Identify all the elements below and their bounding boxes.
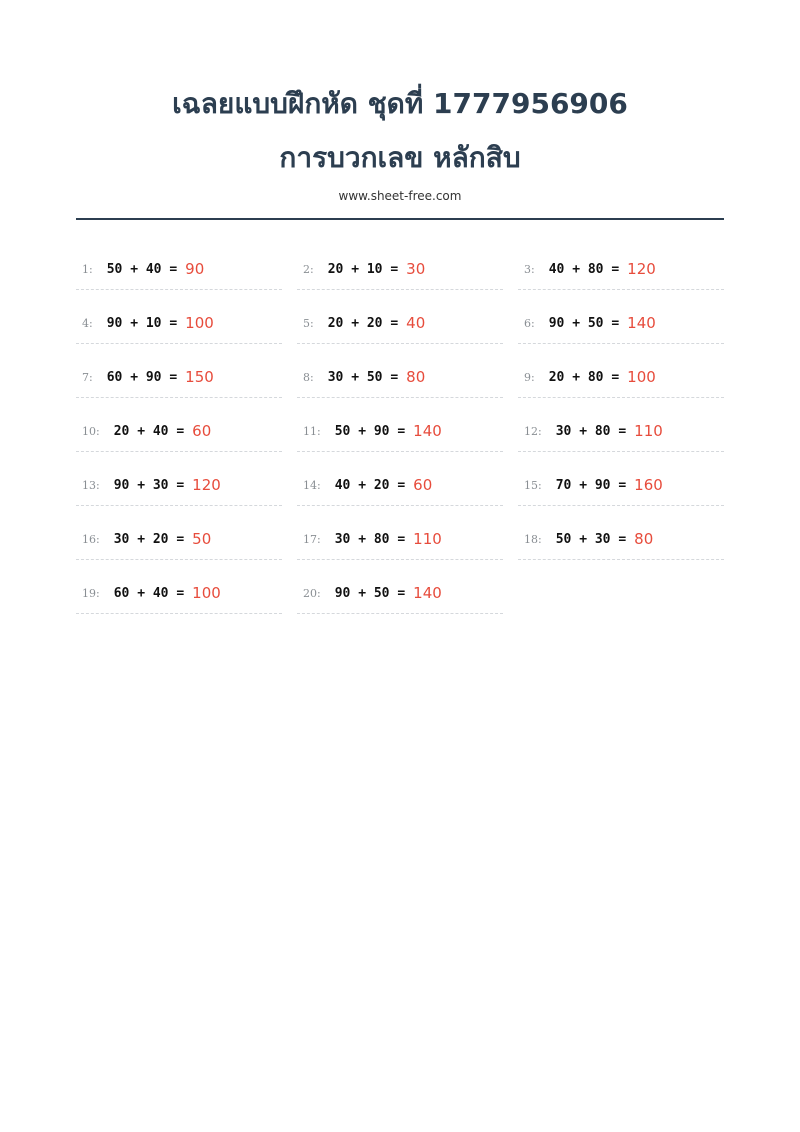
operand-a: 60 (113, 585, 130, 601)
problem-expression (549, 316, 619, 331)
problem-number: 17: (303, 532, 321, 546)
answer-value: 120 (627, 260, 656, 278)
operand-a: 40 (548, 261, 565, 277)
problem-item (297, 305, 503, 344)
equals-sign: = (176, 585, 185, 601)
operand-a: 30 (113, 531, 130, 547)
problem-number: 12: (524, 424, 542, 438)
equals-sign: = (169, 369, 178, 385)
operand-a: 20 (113, 423, 130, 439)
operator: + (358, 477, 367, 493)
operand-a: 50 (106, 261, 123, 277)
problem-item (297, 251, 503, 290)
equals-sign: = (390, 261, 399, 277)
operand-b: 90 (145, 369, 162, 385)
operand-a: 90 (113, 477, 130, 493)
problem-item (76, 251, 282, 290)
equals-sign: = (397, 531, 406, 547)
problem-number: 8: (303, 370, 314, 384)
problem-expression (114, 478, 184, 493)
operator: + (579, 477, 588, 493)
problem-item (76, 413, 282, 452)
answer-value: 60 (192, 422, 212, 440)
problem-expression (328, 370, 398, 385)
problem-item (297, 521, 503, 560)
answer-value: 140 (627, 314, 656, 332)
problem-item (297, 359, 503, 398)
answer-value: 140 (413, 584, 442, 602)
answer-value: 160 (634, 476, 663, 494)
operand-b: 10 (145, 315, 162, 331)
problem-expression (114, 532, 184, 547)
problem-item (518, 251, 724, 290)
operand-b: 20 (366, 315, 383, 331)
operator: + (351, 369, 360, 385)
problem-expression (335, 424, 405, 439)
operator: + (358, 423, 367, 439)
operator: + (130, 315, 139, 331)
problem-item (518, 413, 724, 452)
problem-number: 4: (82, 316, 93, 330)
problem-grid (76, 251, 724, 614)
problem-number: 9: (524, 370, 535, 384)
equals-sign: = (397, 423, 406, 439)
operator: + (572, 261, 581, 277)
answer-value: 110 (413, 530, 442, 548)
problem-number: 5: (303, 316, 314, 330)
problem-expression (107, 262, 177, 277)
page-title: เฉลยแบบฝึกหัด ชุดที่ 1777956906 (172, 87, 628, 120)
equals-sign: = (390, 369, 399, 385)
problem-expression (114, 586, 184, 601)
problem-number: 14: (303, 478, 321, 492)
operand-a: 90 (334, 585, 351, 601)
problem-item (76, 575, 282, 614)
problem-expression (114, 424, 184, 439)
operator: + (579, 423, 588, 439)
answer-value: 110 (634, 422, 663, 440)
answer-value: 100 (185, 314, 214, 332)
operand-b: 20 (152, 531, 169, 547)
answer-value: 140 (413, 422, 442, 440)
operand-a: 20 (548, 369, 565, 385)
header-divider (76, 218, 724, 220)
problem-number: 11: (303, 424, 321, 438)
operand-b: 50 (366, 369, 383, 385)
operand-a: 90 (106, 315, 123, 331)
equals-sign: = (618, 423, 627, 439)
problem-item (518, 305, 724, 344)
problem-number: 7: (82, 370, 93, 384)
problem-item (76, 467, 282, 506)
page-subtitle: การบวกเลข หลักสิบ (279, 141, 521, 174)
operand-a: 90 (548, 315, 565, 331)
operator: + (351, 315, 360, 331)
operand-a: 70 (555, 477, 572, 493)
operand-b: 80 (594, 423, 611, 439)
operator: + (351, 261, 360, 277)
equals-sign: = (169, 261, 178, 277)
problem-expression (556, 532, 626, 547)
problem-item (297, 467, 503, 506)
equals-sign: = (611, 261, 620, 277)
operator: + (137, 585, 146, 601)
answer-value: 150 (185, 368, 214, 386)
problem-item (76, 359, 282, 398)
operand-b: 40 (145, 261, 162, 277)
equals-sign: = (397, 477, 406, 493)
problem-number: 15: (524, 478, 542, 492)
equals-sign: = (618, 477, 627, 493)
website-link[interactable]: www.sheet-free.com (338, 189, 462, 203)
operand-a: 50 (334, 423, 351, 439)
operand-b: 20 (373, 477, 390, 493)
problem-number: 2: (303, 262, 314, 276)
problem-number: 10: (82, 424, 100, 438)
operand-b: 80 (587, 369, 604, 385)
operand-b: 40 (152, 585, 169, 601)
problem-item (518, 359, 724, 398)
operand-b: 80 (373, 531, 390, 547)
operand-a: 30 (334, 531, 351, 547)
equals-sign: = (618, 531, 627, 547)
problem-number: 18: (524, 532, 542, 546)
operand-b: 40 (152, 423, 169, 439)
equals-sign: = (176, 531, 185, 547)
operand-a: 20 (327, 261, 344, 277)
operator: + (572, 369, 581, 385)
answer-value: 100 (192, 584, 221, 602)
problem-expression (556, 424, 626, 439)
problem-expression (549, 262, 619, 277)
answer-value: 30 (406, 260, 426, 278)
operand-a: 30 (555, 423, 572, 439)
answer-value: 60 (413, 476, 433, 494)
problem-number: 19: (82, 586, 100, 600)
operator: + (137, 477, 146, 493)
problem-number: 20: (303, 586, 321, 600)
equals-sign: = (176, 423, 185, 439)
operand-b: 50 (587, 315, 604, 331)
problem-item (297, 575, 503, 614)
problem-expression (335, 478, 405, 493)
problem-expression (328, 316, 398, 331)
equals-sign: = (390, 315, 399, 331)
problem-number: 16: (82, 532, 100, 546)
operand-b: 80 (587, 261, 604, 277)
problem-expression (328, 262, 398, 277)
equals-sign: = (169, 315, 178, 331)
equals-sign: = (611, 315, 620, 331)
operand-a: 30 (327, 369, 344, 385)
problem-item (76, 305, 282, 344)
operator: + (579, 531, 588, 547)
problem-number: 13: (82, 478, 100, 492)
operator: + (137, 423, 146, 439)
operand-b: 90 (373, 423, 390, 439)
equals-sign: = (176, 477, 185, 493)
operand-b: 30 (152, 477, 169, 493)
operator: + (358, 585, 367, 601)
operand-a: 50 (555, 531, 572, 547)
operator: + (130, 369, 139, 385)
answer-value: 80 (406, 368, 426, 386)
equals-sign: = (611, 369, 620, 385)
problem-expression (107, 370, 177, 385)
operator: + (130, 261, 139, 277)
problem-expression (335, 586, 405, 601)
operand-a: 40 (334, 477, 351, 493)
operand-b: 30 (594, 531, 611, 547)
answer-value: 80 (634, 530, 654, 548)
operand-b: 10 (366, 261, 383, 277)
problem-number: 1: (82, 262, 93, 276)
answer-value: 40 (406, 314, 426, 332)
problem-number: 3: (524, 262, 535, 276)
problem-item (297, 413, 503, 452)
answer-value: 50 (192, 530, 212, 548)
answer-value: 90 (185, 260, 205, 278)
operator: + (358, 531, 367, 547)
operator: + (572, 315, 581, 331)
problem-expression (107, 316, 177, 331)
operand-b: 50 (373, 585, 390, 601)
answer-value: 100 (627, 368, 656, 386)
problem-item (76, 521, 282, 560)
answer-value: 120 (192, 476, 221, 494)
operator: + (137, 531, 146, 547)
problem-expression (549, 370, 619, 385)
problem-expression (335, 532, 405, 547)
equals-sign: = (397, 585, 406, 601)
operand-b: 90 (594, 477, 611, 493)
operand-a: 60 (106, 369, 123, 385)
problem-number: 6: (524, 316, 535, 330)
problem-expression (556, 478, 626, 493)
problem-item (518, 467, 724, 506)
operand-a: 20 (327, 315, 344, 331)
problem-item (518, 521, 724, 560)
